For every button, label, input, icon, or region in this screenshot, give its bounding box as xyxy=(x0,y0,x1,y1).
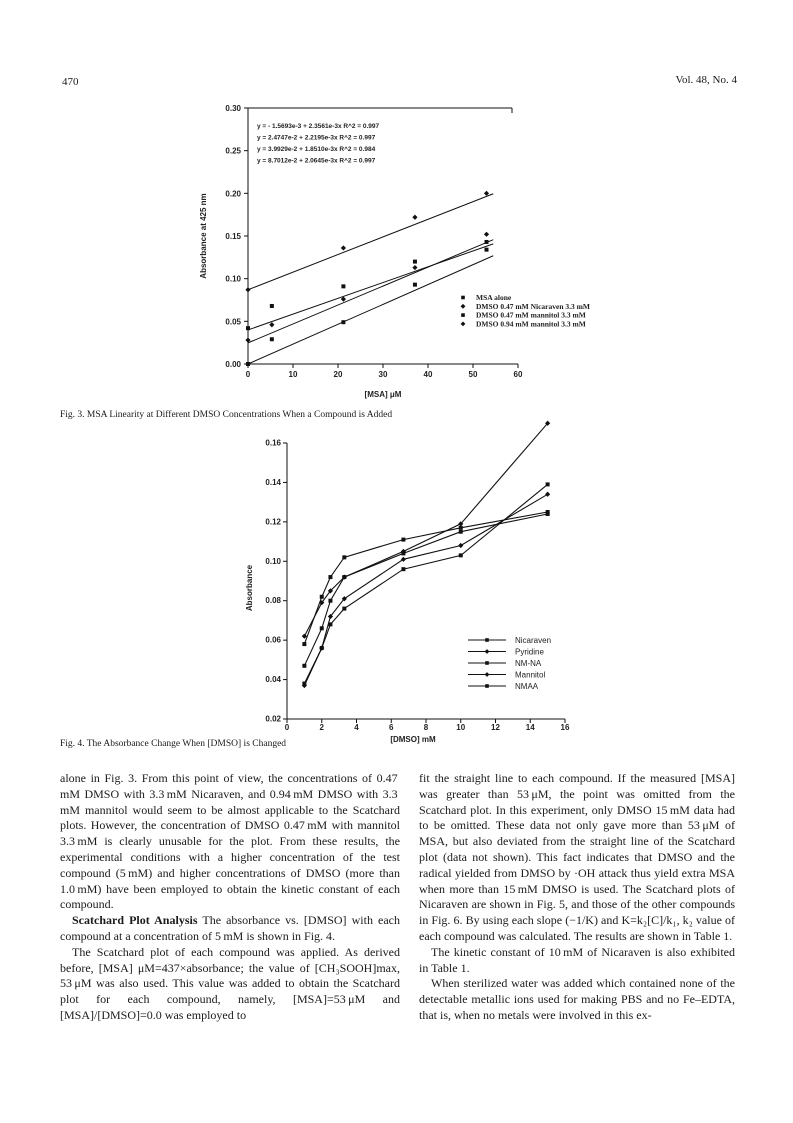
y-tick-label: 0.12 xyxy=(265,517,281,527)
right-column xyxy=(419,771,735,1024)
legend-label: Nicaraven xyxy=(515,636,552,645)
data-point xyxy=(320,595,324,599)
x-tick-label: 14 xyxy=(525,723,535,732)
data-point xyxy=(342,575,346,579)
figure-4-caption: Fig. 4. The Absorbance Change When [DMSO] is Changed xyxy=(60,739,287,749)
paragraph: The kinetic constant of 10 mM of Nicaraven is also exhibited in Table 1. xyxy=(419,944,735,975)
data-point xyxy=(546,482,550,486)
y-tick-label: 0.10 xyxy=(265,556,281,566)
y-tick-label: 0.00 xyxy=(225,360,241,369)
x-tick-label: 50 xyxy=(468,370,478,379)
data-point xyxy=(458,543,463,548)
paragraph xyxy=(60,913,400,945)
data-point xyxy=(328,575,332,579)
y-tick-label: 0.05 xyxy=(225,317,241,327)
series-line xyxy=(304,514,547,666)
x-tick-label: 6 xyxy=(389,723,394,732)
legend-label: DMSO 0.94 mM mannitol 3.3 mM xyxy=(476,319,586,329)
page-number: 470 xyxy=(62,76,79,88)
section-heading: Scatchard Plot Analysis xyxy=(72,913,198,928)
x-axis-label: [DMSO] mM xyxy=(390,735,436,744)
y-tick-label: 0.30 xyxy=(225,104,241,113)
series-line xyxy=(304,494,547,685)
x-tick-label: 0 xyxy=(245,370,251,379)
data-point xyxy=(302,682,306,686)
paragraph: The Scatchard plot of each compound was applied. As derived before, [MSA] μM=437×absorbance; the value of [CH₃SOOH]max, 53 μM was also used. This value was added to obtain the Scatchard plot for each compound, namely, [MSA]=53 μM and [MSA]/[DMSO]=0.0 was employed to xyxy=(60,944,400,1022)
legend-marker xyxy=(485,649,490,654)
data-point xyxy=(320,646,324,650)
x-tick-label: 2 xyxy=(319,723,324,732)
legend-label: MSA alone xyxy=(476,293,512,302)
y-tick-label: 0.25 xyxy=(225,146,241,156)
legend-label: DMSO 0.47 mM mannitol 3.3 mM xyxy=(476,310,586,320)
data-point xyxy=(328,622,332,626)
paragraph: fit the straight line to each compound. If the measured [MSA] was greater than 53 μM, the point was omitted from the Scatchard plot. In this experiment, only DMSO 15 mM data had to be omitted. These data not only gave more than 53 μM of MSA, but also deviated from the straight line of the Scatchard plot (data not shown). This fact indicates that DMSO and the radical yielded from DMSO by ·OH attack thus yield extra MSA when more than 15 mM DMSO is used. The Scatchard plots of Nicaraven are shown in Fig. 5, and those of the other compounds in Fig. 6. By using each slope (−1/K) and K=k₂[C]/k₁, k₂ value of each compound was calculated. The results are shown in Table 1. xyxy=(419,771,735,943)
x-axis-label: [MSA] μM xyxy=(364,390,402,399)
legend-label: Mannitol xyxy=(515,670,546,680)
x-tick-label: 60 xyxy=(513,370,523,379)
journal-volume: Vol. 48, No. 4 xyxy=(675,74,737,86)
x-tick-label: 4 xyxy=(354,723,359,732)
data-point xyxy=(546,512,550,516)
data-point xyxy=(545,492,550,497)
regression-equation: y = 8.7012e-2 + 2.0645e-3x R^2 = 0.997 xyxy=(257,157,376,165)
x-tick-label: 10 xyxy=(288,370,298,379)
legend-label: Pyridine xyxy=(515,647,544,657)
data-point xyxy=(401,567,405,571)
x-tick-label: 16 xyxy=(560,723,570,732)
x-tick-label: 40 xyxy=(423,370,433,379)
y-tick-label: 0.14 xyxy=(265,477,281,487)
data-point xyxy=(302,664,306,668)
data-point xyxy=(459,530,463,534)
y-tick-label: 0.10 xyxy=(225,274,241,284)
y-tick-label: 0.15 xyxy=(225,232,241,241)
legend-label: DMSO 0.47 mM Nicaraven 3.3 mM xyxy=(476,301,590,311)
data-point xyxy=(320,626,324,630)
data-point xyxy=(401,551,405,555)
x-tick-label: 30 xyxy=(378,370,388,379)
y-tick-label: 0.06 xyxy=(265,635,281,645)
data-point xyxy=(302,642,306,646)
y-tick-label: 0.04 xyxy=(265,675,281,685)
legend-marker xyxy=(485,684,489,688)
legend-marker xyxy=(485,672,490,677)
x-tick-label: 20 xyxy=(333,370,343,379)
regression-equation: y = 2.4747e-2 + 2.2195e-3x R^2 = 0.997 xyxy=(257,134,376,142)
y-axis-label: Absorbance at 425 nm xyxy=(199,193,208,279)
data-point xyxy=(459,553,463,557)
legend-label: NM-NA xyxy=(515,659,542,668)
x-tick-label: 8 xyxy=(423,723,429,732)
legend-marker xyxy=(485,661,489,665)
data-point xyxy=(342,607,346,611)
series-line xyxy=(304,512,547,644)
figure-3-caption: Fig. 3. MSA Linearity at Different DMSO Concentrations When a Compound is Added xyxy=(60,410,393,420)
regression-equation: y = - 1.5693e-3 + 2.3561e-3x R^2 = 0.997 xyxy=(257,123,380,130)
y-tick-label: 0.20 xyxy=(225,189,241,199)
regression-equation: y = 3.9929e-2 + 1.8510e-3x R^2 = 0.984 xyxy=(257,146,376,153)
paragraph: When sterilized water was added which contained none of the detectable metallic ions used for making PBS and no Fe–EDTA, that is, when no metals were involved in this ex- xyxy=(419,976,735,1022)
x-tick-label: 10 xyxy=(456,723,466,732)
y-tick-label: 0.16 xyxy=(265,438,281,448)
x-tick-label: 0 xyxy=(284,723,290,732)
data-point xyxy=(328,599,332,603)
data-point xyxy=(401,538,405,542)
data-point xyxy=(342,555,346,559)
y-tick-label: 0.02 xyxy=(265,714,281,724)
legend-marker xyxy=(485,638,489,642)
series-line xyxy=(304,423,547,636)
x-tick-label: 12 xyxy=(491,723,500,732)
y-tick-label: 0.08 xyxy=(265,596,281,606)
paragraph: alone in Fig. 3. From this point of view, the concentrations of 0.47 mM DMSO with 3.3 mM Nicaraven, and 0.94 mM DMSO with 3.3 mM mannitol would seem to be almost applicable to the Scatchard plots. However, the concentration of DMSO 0.47 mM with mannitol 3.3 mM is clearly unusable for the plot. From these results, the experimental conditions with a higher concentration of the test compound (5 mM) and higher concentrations of DMSO (more than 1.0 mM) have been employed to obtain the kinetic constant of each compound. xyxy=(60,771,400,912)
left-column xyxy=(60,771,400,1024)
paragraph-text: The absorbance vs. [DMSO] with each compound at a concentration of 5 mM is shown in Fig. 4. xyxy=(60,913,400,943)
legend-label: NMAA xyxy=(515,682,539,691)
y-axis-label: Absorbance xyxy=(245,564,254,612)
